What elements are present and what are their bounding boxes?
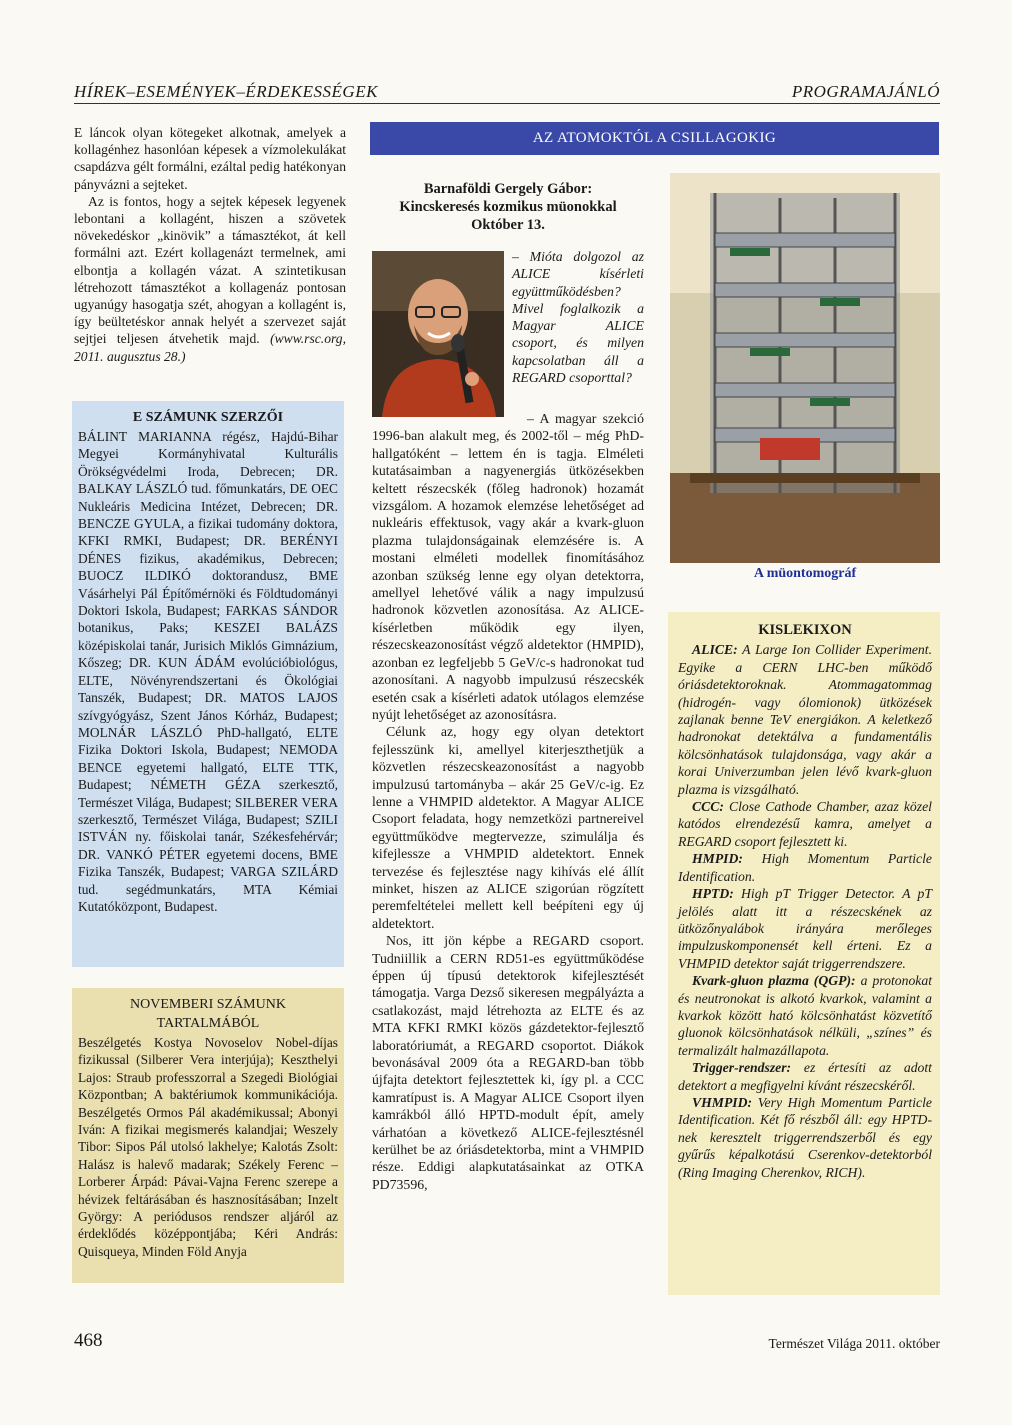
glossary-definition: a protonokat és neutronokat is alkotó kvarkok, valamint a kvarkok között ható kölcsönhatást közvetítő gluonok kölcsönhatások nélküli, „színes” és termalizált halmazállapota.: [678, 973, 933, 1058]
paragraph: – A magyar szekció 1996-ban alakult meg, és 2002-től – még PhD-hallgatóként – lettem én is tagja. Elméleti kutatásaimban a nagyenergiás ütközésekben keltett részecskék (főleg hadronok) hozamát vizsgálom. A hozamok elemzése lehetőséget ad nukleáris effektusok, vagy akár a kvark-gluon plazma tulajdonságainak elemzésére is. A mostani elméleti modellek finomításához azonban szükség lenne egy olyan detektorra, amellyel lehetővé válik a nagy impulzusú hadronok közvetlen azonosítása. Az ALICE-kísérletben működik egy ilyen, részecskeazonosítást végző aldetektor (HMPID), azonban ez legfeljebb 5 GeV/c-s hadronokat tud azonosítani. A nagyobb impulzusú részecskék esetén csak a kísérleti adatok utólagos elemzése nyújt lehetőséget az azonosításra.: [372, 411, 644, 722]
glossary-term: Kvark-gluon plazma (QGP):: [692, 973, 856, 989]
glossary-entry: [678, 1094, 932, 1181]
glossary-term: HMPID:: [692, 851, 743, 867]
glossary-definition: High Momentum Particle Identification.: [678, 851, 932, 884]
section-title: HÍREK–ESEMÉNYEK–ÉRDEKESSÉGEK: [74, 82, 378, 101]
muon-tomograph-photo: [670, 173, 940, 563]
glossary-term: HPTD:: [692, 886, 734, 902]
glossary-entry: [678, 972, 932, 1059]
talk-title: Kincskeresés kozmikus müonokkal: [399, 199, 617, 215]
glossary-title: KISLEKIXON: [758, 622, 852, 638]
glossary-definition: High pT Trigger Detector. A pT jelölés alatt itt a részecskének az ütközőnyalábok irányára merőleges impulzuskomponensét kell érteni. Ez a VHMPID detektor saját triggerrendszere.: [678, 886, 932, 971]
glossary-term: VHMPID:: [692, 1094, 753, 1110]
glossary-term: Trigger-rendszer:: [692, 1060, 792, 1076]
speaker-portrait: [372, 251, 504, 417]
glossary-term: CCC:: [692, 799, 724, 815]
authors-title: E SZÁMUNK SZERZŐI: [132, 410, 284, 425]
talk-date: Október 13.: [471, 217, 545, 233]
article-continuation: [74, 124, 346, 365]
page-number: 468: [74, 1330, 103, 1351]
program-banner: AZ ATOMOKTÓL A CSILLAGOKIG: [370, 122, 939, 155]
glossary-entry: [678, 885, 932, 972]
glossary-definition: Close Cathode Chamber, azaz közel katódos elrendezésű kamra, amelyet a REGARD csoport fejlesztett ki.: [678, 799, 932, 849]
section-category: PROGRAMAJÁNLÓ: [791, 82, 940, 101]
interview-question: – Mióta dolgozol az ALICE kísérleti együttműködésben? Mivel foglalkozik a Magyar ALICE csoport, és milyen kapcsolatban áll a REGARD csoporttal?: [512, 249, 644, 386]
photo-caption: A müontomográf: [753, 566, 857, 581]
authors-list: BÁLINT MARIANNA régész, Hajdú-Bihar Megyei Kormányhivatal Kulturális Örökségvédelmi Iroda, Debrecen; DR. BALKAY LÁSZLÓ tud. főmunkatárs, DE OEC Nukleáris Medicina Intézet, Debrecen; DR. BENCZE GYULA, a fizikai tudomány doktora, KFKI RMKI, Budapest; DR. BERÉNYI DÉNES fizikus, akadémikus, Debrecen; BUOCZ ILDIKÓ doktorandusz, BME Vásárhelyi Pál Építőmérnöki és Földtudományi Doktori Iskola, Budapest; FARKAS SÁNDOR botanikus, Paks; KESZEI BALÁZS középiskolai tanár, Jurisich Miklós Gimnázium, Kőszeg; DR. KUN ÁDÁM evolúcióbiológus, ELTE, Növényrendszertani és Ökológiai Tanszék, Budapest; DR. MATOS LAJOS szívgyógyász, Szent János Kórház, Budapest; MOLNÁR LÁSZLÓ PhD-hallgató, ELTE Fizika Doktori Iskola, Budapest; NEMODA BENCE egyetemi hallgató, ELTE TTK, Budapest; NÉMETH GÉZA szerkesztő, Természet Világa, Budapest; SILBERER VERA szerkesztő, Természet Világa, Budapest; SZILI ISTVÁN ny. főiskolai tanár, Székesfehérvár; DR. VANKÓ PÉTER egyetemi docens, BME Fizika Tanszék, Budapest; VARGA SZILÁRD tud. segédmunkatárs, MTA Kémiai Kutatóközpont, Budapest.: [78, 429, 338, 914]
next-issue-title-2: TARTALMÁBÓL: [156, 1016, 260, 1031]
next-issue-title-1: NOVEMBERI SZÁMUNK: [130, 997, 286, 1012]
header-rule: [74, 103, 940, 104]
paragraph: Célunk az, hogy egy olyan detektort fejlesszünk ki, amellyel kiterjeszthetjük a közvetlen részecskeazonosítást a nagyobb impulzusú tartományba – akár 25 GeV/c-ig. Ez lenne a VHMPID aldetektor. A Magyar ALICE Csoport feladata, hogy nemzetközi partnereivel együttműködve megtervezze, szimulálja és kifejlessze a VHMPID aldetektort. Ennek tervezése és fejlesztése nagy kihívás elé állít minket, hiszen az ALICE szigorúan rögzített peremfeltételei mellett kell beépíteni egy új aldetektort.: [372, 724, 644, 931]
glossary-definition: A Large Ion Collider Experiment. Egyike a CERN LHC-ben működő óriásdetektoroknak. Atommagatommag (hidrogén- vagy ólomionok) ütközések zajlanak benne TeV energiákon. A keletkező hadronokat detektálva a fundamentális kölcsönhatások tulajdonsága, vagy akár a korai Univerzumban jelen lévő kvark-gluon plazma is vizsgálható.: [678, 642, 932, 797]
journal-issue: Természet Világa 2011. október: [768, 1336, 940, 1351]
glossary-definition: ez értesíti az adott detektort a megfigyelni kívánt részecskéről.: [678, 1060, 932, 1093]
source-citation: (www.rsc.org, 2011. augusztus 28.): [74, 331, 346, 364]
glossary-entry: [678, 850, 932, 885]
paragraph-text: Az is fontos, hogy a sejtek képesek legyenek lebontani a kollagént, hiszen a szövetek növekedéskor „kinövik” a támasztékot, át kell formálni azt. Ezért kollagenázt termelnek, ami elbontja a kollagén vázat. A szintetikusan létrehozott támasztékot a kollagenáz pontosan ugyanúgy hasogatja szét, ahogyan a kollagént is, így beültetéskor annak helyét a szervezet saját sejtjei teljesen átvehetik majd.: [74, 193, 346, 347]
glossary-term: ALICE:: [692, 642, 738, 658]
glossary-box: [668, 612, 940, 1295]
talk-heading: [372, 180, 644, 234]
glossary-definition: Very High Momentum Particle Identification. Két fő részből áll: egy HPTD-nek keresztelt triggerrendszerből és egy gyűrűs képalkotású Cserenkov-detektorból (Ring Imaging Cherenkov, RICH).: [678, 1094, 932, 1180]
authors-box: [72, 401, 344, 967]
paragraph: [74, 193, 346, 365]
next-issue-contents: Beszélgetés Kostya Novoselov Nobel-díjas fizikussal (Silberer Vera interjúja); Keszthelyi Lajos: Straub professzorral a Szegedi Biológiai Központban; A baktériumok kommunikációja. Beszélgetés Ormos Pál akadémikussal; Abonyi Iván: A fizikai megismerés kalandjai; Weszely Tibor: Sipos Pál utolsó lakhelye; Kalotás Zsolt: Halász is halevő madarak; Székely Ferenc – Lorberer Árpád: Pávai-Vajna Ferenc szerepe a hévizek feltárásában és hasznosításában; Inzelt György: A periódusos rendszer aljáról az érdeklődés középpontjába; Kéri András: Quisqueya, Minden Föld Anyja: [78, 1035, 338, 1259]
paragraph: E láncok olyan kötegeket alkotnak, amelyek a kollagénhez hasonlóan képesek a vízmolekulákat csapdázva gélt formálni, ezáltal pedig hatékonyan pányvázni a sejteket.: [74, 125, 346, 192]
glossary-entry: [678, 1059, 932, 1094]
interview-answer: [372, 410, 644, 1193]
glossary-entry: [678, 798, 932, 850]
glossary-entry: [678, 641, 932, 798]
paragraph: Nos, itt jön képbe a REGARD csoport. Tudniillik a CERN RD51-es együttműködése éppen új típusú detektorok kifejlesztését támogatja. Varga Dezső sikeresen megpályázta a csatlakozást, majd létrehozta az ELTE és az MTA KFKI RMKI közös gázdetektor-fejlesztő laboratóriumát, a REGARD csoportot. Diákok bevonásával 2009 óta a REGARD-ban több újfajta detektort fejlesztettek ki, így pl. a CCC kamratípust is. A Magyar ALICE Csoport ilyen kamrákból álló HPTD-modult épít, amely várhatóan a következő ALICE-fejlesztésnél kerülhet be az óriásdetektorba, mint a VHMPID része. Eddigi alapkutatásainkat az OTKA PD73596,: [372, 933, 644, 1192]
next-issue-box: [72, 988, 344, 1283]
speaker-name: Barnaföldi Gergely Gábor:: [423, 181, 593, 197]
